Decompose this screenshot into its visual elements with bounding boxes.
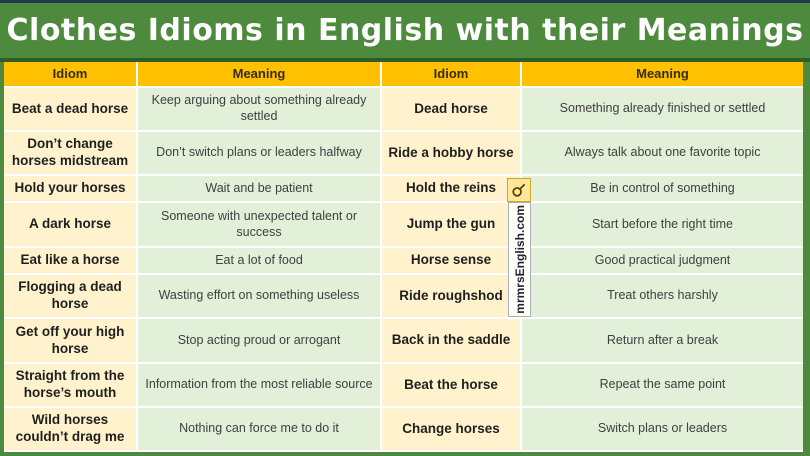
header-meaning-right: Meaning: [522, 62, 803, 88]
header-meaning-left: Meaning: [138, 62, 382, 88]
meaning-cell: Start before the right time: [522, 203, 803, 248]
meaning-cell: Nothing can force me to do it: [138, 408, 382, 452]
idiom-cell: Horse sense: [382, 248, 522, 275]
meaning-cell: Information from the most reliable source: [138, 364, 382, 408]
table-row: [4, 319, 803, 364]
meaning-cell: Eat a lot of food: [138, 248, 382, 275]
idiom-cell: Flogging a dead horse: [4, 275, 138, 319]
meaning-cell: Don’t switch plans or leaders halfway: [138, 132, 382, 176]
idiom-cell: Dead horse: [382, 88, 522, 132]
meaning-cell: Return after a break: [522, 319, 803, 364]
idiom-cell: A dark horse: [4, 203, 138, 248]
table-row: [4, 248, 803, 275]
meaning-cell: Keep arguing about something already settled: [138, 88, 382, 132]
idiom-cell: Beat a dead horse: [4, 88, 138, 132]
meaning-cell: Good practical judgment: [522, 248, 803, 275]
idiom-cell: Hold your horses: [4, 176, 138, 203]
meaning-cell: Be in control of something: [522, 176, 803, 203]
meaning-cell: Wasting effort on something useless: [138, 275, 382, 319]
table-row: [4, 88, 803, 132]
meaning-cell: Always talk about one favorite topic: [522, 132, 803, 176]
table-row: [4, 176, 803, 203]
watermark-text-box: [508, 202, 531, 317]
table-header-row: [4, 62, 803, 88]
idiom-cell: Wild horses couldn’t drag me: [4, 408, 138, 452]
table-row: [4, 364, 803, 408]
idiom-cell: Eat like a horse: [4, 248, 138, 275]
logo-mark-icon: [507, 178, 531, 202]
idiom-cell: Get off your high horse: [4, 319, 138, 364]
idiom-cell: Beat the horse: [382, 364, 522, 408]
table-row: [4, 408, 803, 452]
header-idiom-left: Idiom: [4, 62, 138, 88]
meaning-cell: Wait and be patient: [138, 176, 382, 203]
table-row: [4, 132, 803, 176]
idiom-cell: Ride roughshod: [382, 275, 522, 319]
header-idiom-right: Idiom: [382, 62, 522, 88]
meaning-cell: Repeat the same point: [522, 364, 803, 408]
title-band: [0, 3, 810, 62]
idiom-cell: Back in the saddle: [382, 319, 522, 364]
meaning-cell: Someone with unexpected talent or success: [138, 203, 382, 248]
idiom-cell: Hold the reins: [382, 176, 522, 203]
idiom-cell: Ride a hobby horse: [382, 132, 522, 176]
idiom-cell: Straight from the horse’s mouth: [4, 364, 138, 408]
idiom-cell: Don’t change horses midstream: [4, 132, 138, 176]
watermark-text: mrmrsEnglish.com: [512, 205, 527, 314]
idiom-cell: Change horses: [382, 408, 522, 452]
idiom-cell: Jump the gun: [382, 203, 522, 248]
meaning-cell: Something already finished or settled: [522, 88, 803, 132]
site-watermark: [507, 178, 531, 317]
table-row: [4, 275, 803, 319]
meaning-cell: Switch plans or leaders: [522, 408, 803, 452]
page-title: Clothes Idioms in English with their Meanings: [6, 13, 804, 48]
idioms-table: [4, 62, 803, 452]
meaning-cell: Treat others harshly: [522, 275, 803, 319]
meaning-cell: Stop acting proud or arrogant: [138, 319, 382, 364]
table-row: [4, 203, 803, 248]
